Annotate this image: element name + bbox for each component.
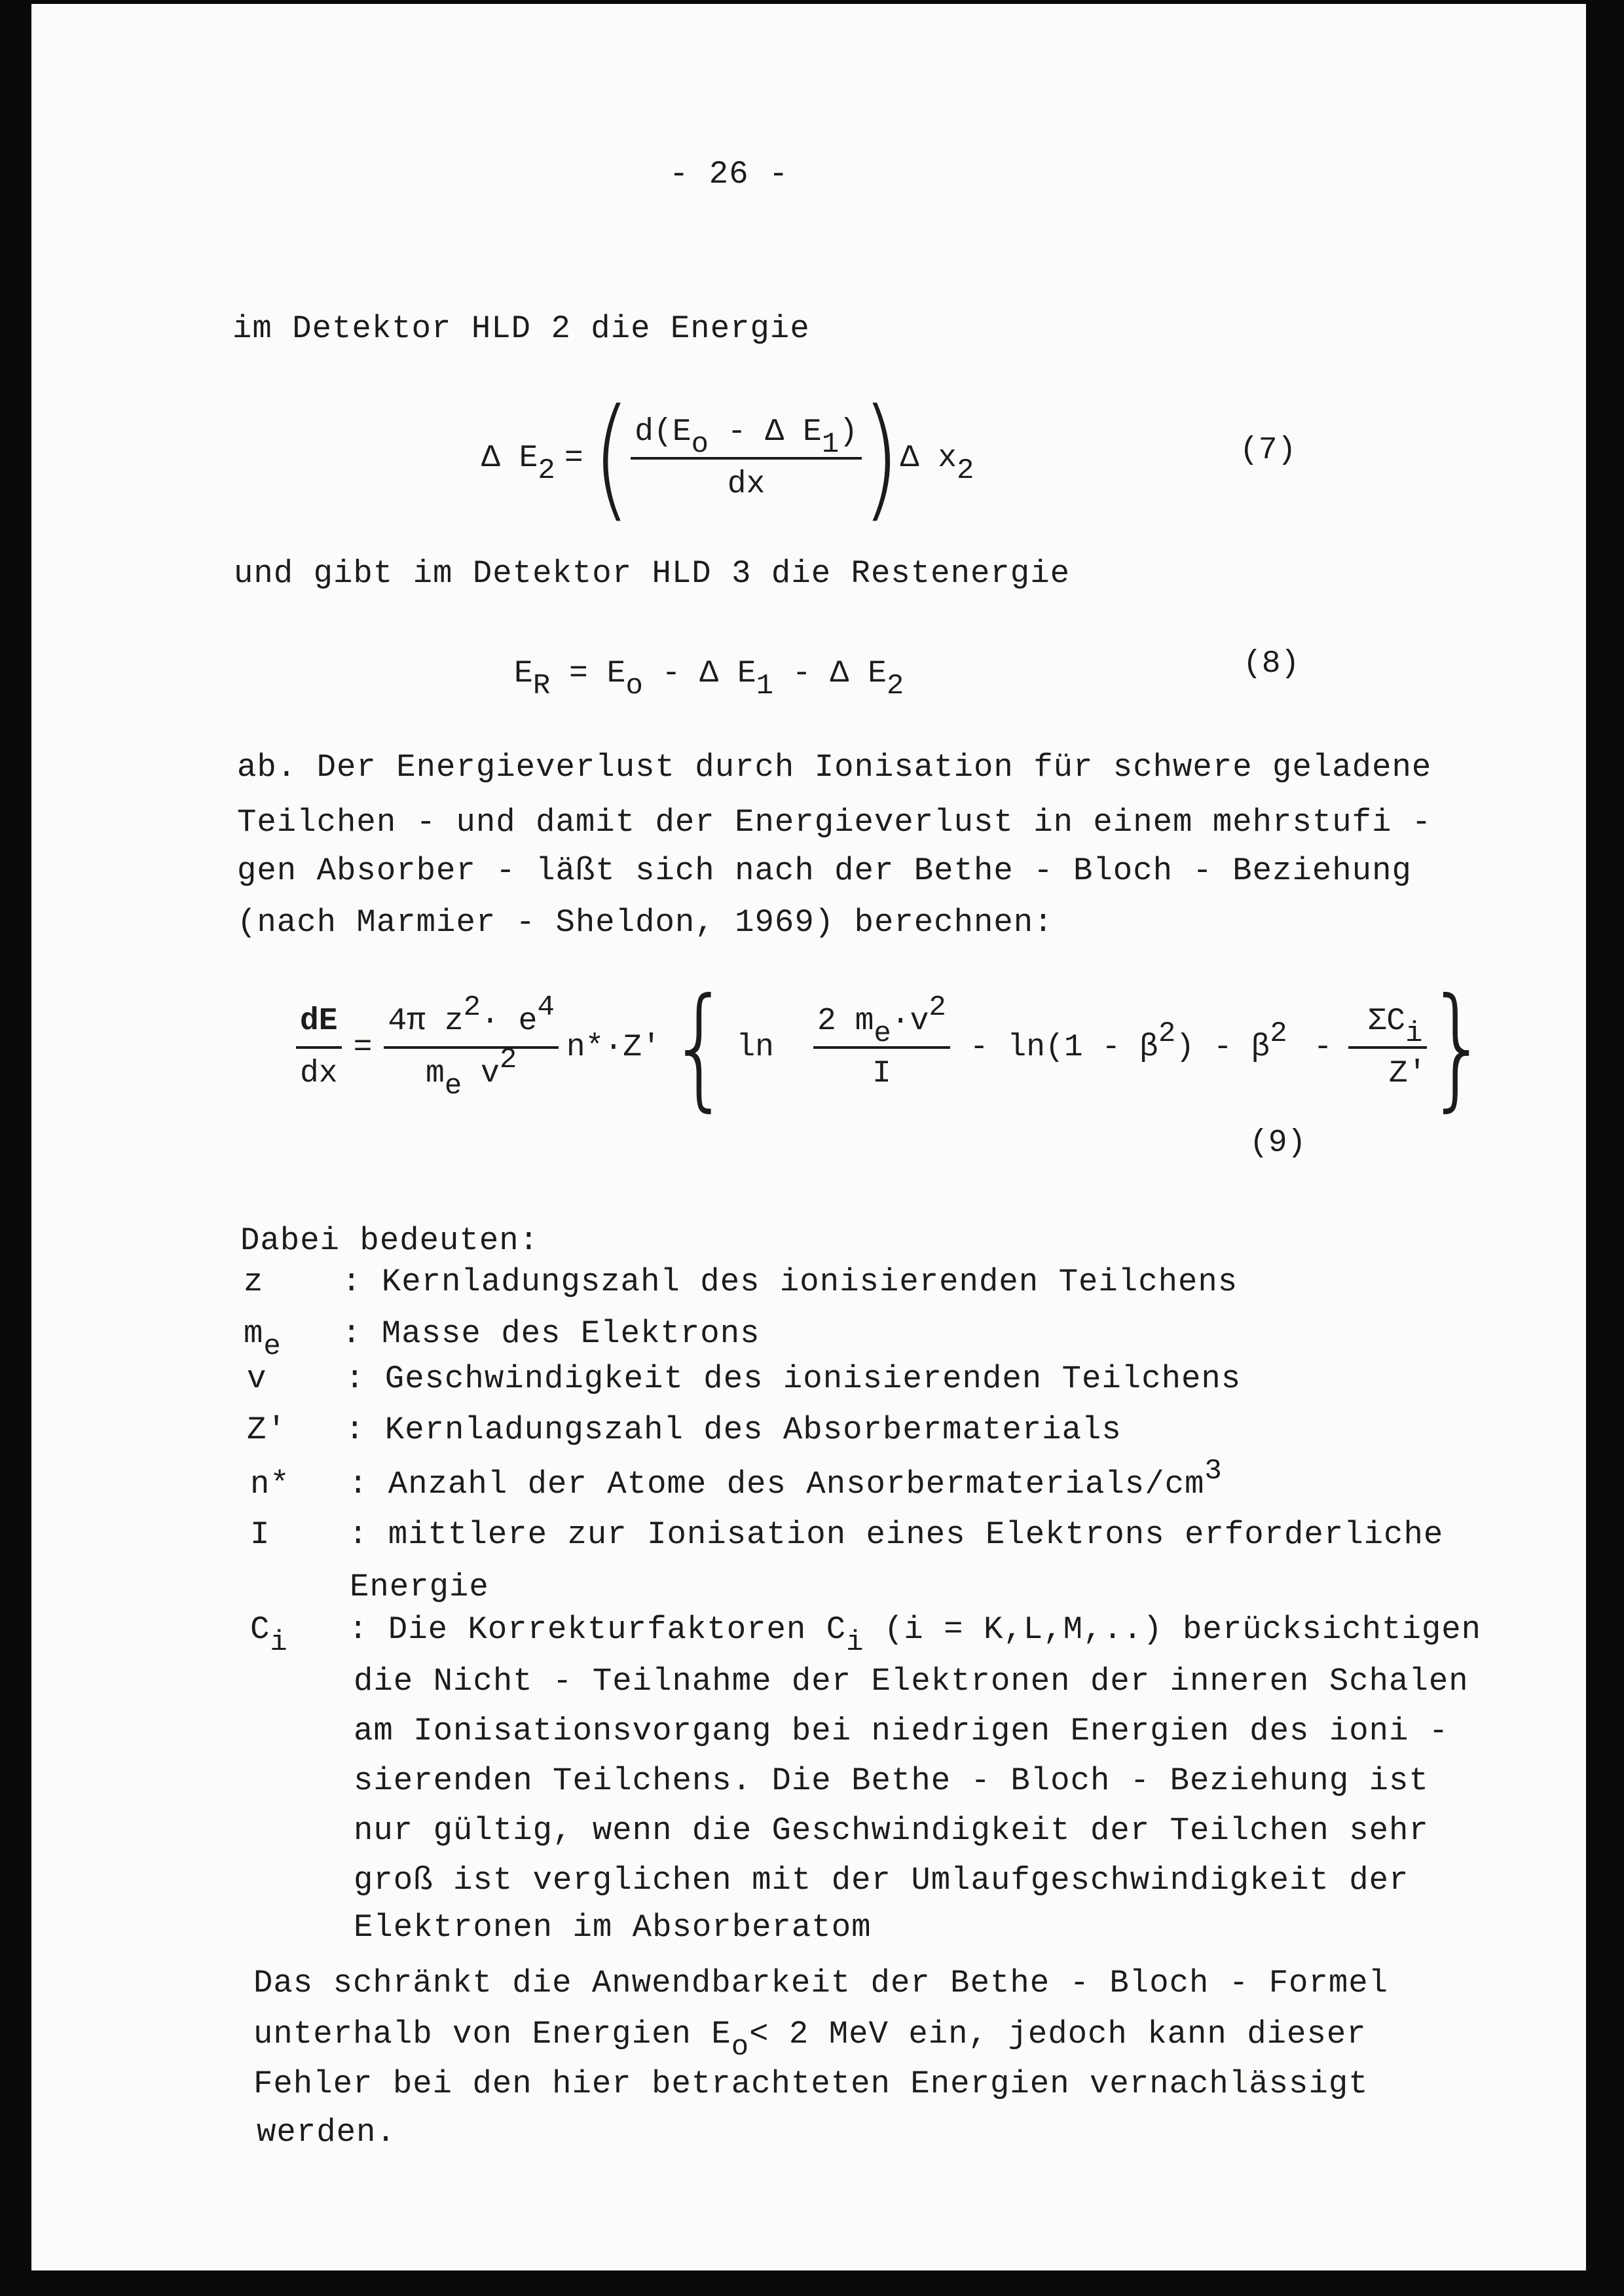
text-line: am Ionisationsvorgang bei niedrigen Energien des ioni - xyxy=(354,1713,1449,1749)
text-line: gen Absorber - läßt sich nach der Bethe - Bloch - Beziehung xyxy=(237,852,1412,889)
equation-label: (7) xyxy=(1240,433,1297,468)
eq7-lhs: Δ E2 xyxy=(481,441,555,487)
text-line: Das schränkt die Anwendbarkeit der Bethe - Bloch - Formel xyxy=(253,1965,1389,2001)
text-line: die Nicht - Teilnahme der Elektronen der inneren Schalen xyxy=(354,1663,1469,1700)
eq9-fraction-1: $\frac{\text{4π z2· e4}}{\text{me v2}}$ xyxy=(384,1006,558,1089)
right-brace: } xyxy=(1426,970,1489,1125)
text-line: unterhalb von Energien Eo< 2 MeV ein, jedoch kann dieser xyxy=(253,2016,1367,2064)
eq9-factor: n*·Z' xyxy=(566,1030,661,1065)
definition-item: n* : Anzahl der Atome des Ansorbermaterials/cm3 xyxy=(250,1455,1223,1503)
page-number: - 26 - xyxy=(669,156,789,192)
text-line: (nach Marmier - Sheldon, 1969) berechnen: xyxy=(237,904,1054,941)
eq9-fraction-2: $\frac{2 me\cdot v2}{I}$ xyxy=(813,1006,950,1089)
eq7-equals: = xyxy=(564,441,583,476)
definition-item: v : Geschwindigkeit des ionisierenden Teilchens xyxy=(247,1360,1242,1397)
text-line: sierenden Teilchens. Die Bethe - Bloch - Beziehung ist xyxy=(354,1762,1429,1799)
definition-item: Z' : Kernladungszahl des Absorbermaterials xyxy=(247,1412,1122,1448)
text-line: nur gültig, wenn die Geschwindigkeit der Teilchen sehr xyxy=(354,1812,1429,1849)
right-paren: ) xyxy=(862,381,900,536)
definition-item: me : Masse des Elektrons xyxy=(244,1315,760,1363)
eq9-minus: - xyxy=(1313,1030,1333,1065)
eq7-fraction: $\frac{\text{d(Eo - Δ E1)}}{dx}$ xyxy=(631,416,862,500)
left-brace: { xyxy=(668,970,731,1125)
definition-continuation: Energie xyxy=(350,1569,489,1605)
text-line: werden. xyxy=(257,2114,396,2151)
eq9-term2: - ln(1 - β2) - β2 xyxy=(969,1017,1287,1065)
equation-label: (9) xyxy=(1249,1125,1306,1161)
text-line: im Detektor HLD 2 die Energie xyxy=(232,310,810,347)
definition-item: I : mittlere zur Ionisation eines Elektrons erforderliche xyxy=(250,1516,1444,1553)
eq9-ln: ln xyxy=(736,1030,774,1065)
equation-label: (8) xyxy=(1243,646,1300,682)
text-line: Elektronen im Absorberatom xyxy=(354,1909,872,1946)
eq9-equals: = xyxy=(353,1030,373,1065)
left-paren: ( xyxy=(592,381,631,536)
text-line: Teilchen - und damit der Energieverlust in einem mehrstufi - xyxy=(237,804,1432,841)
definitions-heading: Dabei bedeuten: xyxy=(240,1222,540,1259)
equation-7 xyxy=(481,381,974,536)
eq7-tail: Δ x2 xyxy=(900,441,974,487)
equation-9 xyxy=(296,970,1489,1125)
text-line: und gibt im Detektor HLD 3 die Restenergie xyxy=(234,555,1071,592)
eq9-lhs-fraction: $\frac{dE}{dx}$ xyxy=(296,1006,342,1089)
eq9-fraction-3: $\frac{\text{ΣCi}}{Z'}$ xyxy=(1348,1006,1427,1089)
text-line: Fehler bei den hier betrachteten Energien vernachlässigt xyxy=(253,2066,1369,2102)
text-line: ab. Der Energieverlust durch Ionisation für schwere geladene xyxy=(237,749,1432,786)
definition-item: z : Kernladungszahl des ionisierenden Teilchens xyxy=(244,1264,1238,1300)
equation-8: ER = Eo - Δ E1 - Δ E2 xyxy=(514,656,904,702)
definition-item: Ci : Die Korrekturfaktoren Ci (i = K,L,M,..) berücksichtigen xyxy=(250,1611,1482,1659)
text-line: groß ist verglichen mit der Umlaufgeschwindigkeit der xyxy=(354,1862,1409,1899)
